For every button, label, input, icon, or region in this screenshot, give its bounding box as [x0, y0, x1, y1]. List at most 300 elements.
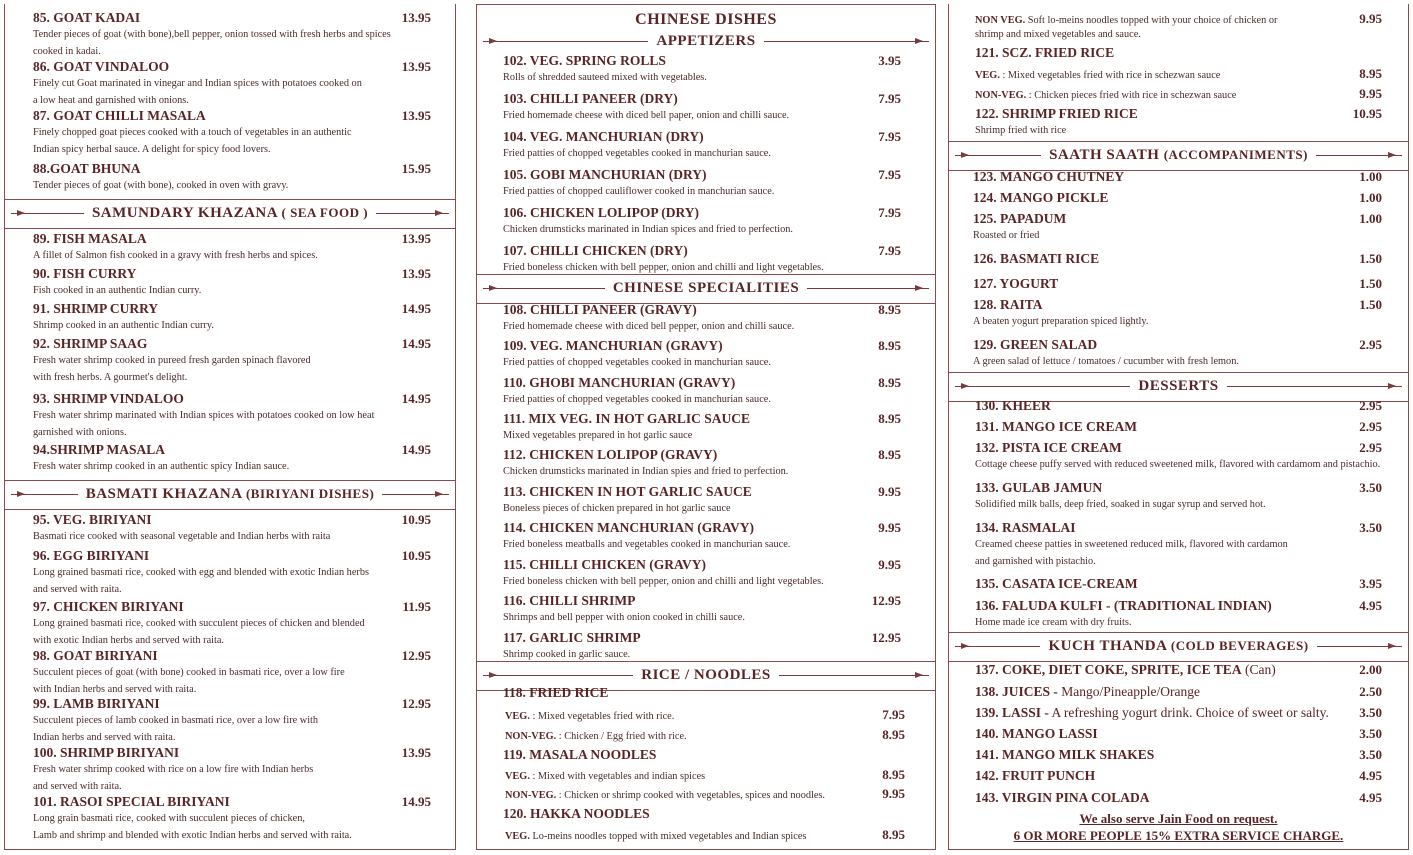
item-description: Tender pieces of goat (with bone),bell pepper, onion tossed with fresh herbs and spices — [33, 29, 391, 40]
beverage-item — [975, 747, 1382, 763]
item-price: 4.95 — [1359, 790, 1382, 805]
item-name: 142. FRUIT PUNCH — [975, 768, 1096, 783]
item-119-nonveg-label: NON-VEG. — [505, 790, 557, 801]
ornament-right-icon — [382, 494, 449, 495]
menu-item — [975, 106, 1382, 139]
item-description: garnished with onions. — [33, 427, 127, 438]
item-price: 7.95 — [878, 205, 901, 220]
item-name: 130. KHEER — [975, 398, 1051, 413]
item-description: Finely chopped goat pieces cooked with a touch of vegetables in an authentic — [33, 127, 352, 138]
menu-item-header — [503, 243, 901, 259]
section-rice-title-text: RICE / NOODLES — [641, 667, 771, 683]
menu-item — [973, 169, 1382, 185]
menu-item-header — [975, 480, 1382, 496]
item-price: 14.95 — [401, 336, 431, 351]
menu-item-header — [503, 520, 901, 536]
menu-item-header — [503, 91, 901, 107]
item-name: 94.SHRIMP MASALA — [33, 442, 166, 457]
menu-item — [503, 375, 901, 408]
item-price: 15.95 — [401, 161, 431, 176]
item-price: 1.50 — [1359, 297, 1382, 312]
item-price: 14.95 — [401, 794, 431, 809]
item-119-nonveg-desc: : Chicken or shrimp cooked with vegetables, spices and noodles. — [556, 790, 826, 801]
menu-item — [973, 337, 1382, 370]
menu-item — [973, 276, 1382, 292]
item-description: Mixed vegetables prepared in hot garlic sauce — [503, 430, 693, 441]
item-name: 111. MIX VEG. IN HOT GARLIC SAUCE — [503, 411, 751, 426]
section-biriyani — [11, 485, 449, 503]
menu-item — [973, 190, 1382, 206]
item-description: Chicken drumsticks marinated in Indian spices and fried to perfection. — [503, 224, 793, 235]
item-price: 3.50 — [1359, 726, 1382, 741]
menu-item-header — [33, 745, 431, 761]
item-description: Fried boneless chicken with bell pepper, onion and chilli and light vegetables. — [503, 262, 824, 273]
menu-item-header — [33, 301, 431, 317]
ornament-left-icon — [483, 41, 648, 42]
item-description: Long grain basmati rice, cooked with succulent pieces of chicken, — [33, 813, 305, 824]
menu-item-header — [503, 593, 901, 609]
item-price: 7.95 — [878, 91, 901, 106]
item-price: 1.50 — [1359, 251, 1382, 266]
menu-item — [33, 161, 431, 194]
section-desserts-title — [1130, 377, 1226, 395]
item-name: 135. CASATA ICE-CREAM — [975, 576, 1138, 591]
section-kuch-title-text: KUCH THANDA — [1048, 638, 1167, 654]
section-biriyani-title-text: BASMATI KHAZANA — [85, 486, 242, 502]
item-name: 137. COKE, DIET COKE, SPRITE, ICE TEA — [975, 662, 1242, 677]
item-description: Fried homemade cheese with diced bell pepper, onion and chilli sauce. — [503, 321, 795, 332]
beverage-name-wrap — [975, 705, 1329, 721]
item-price: 8.95 — [1359, 66, 1382, 81]
item-price: 3.50 — [1359, 705, 1382, 720]
menu-panel-middle — [476, 4, 936, 850]
item-name: 102. VEG. SPRING ROLLS — [503, 53, 666, 68]
item-description: A green salad of lettuce / tomatoes / cucumber with fresh lemon. — [973, 356, 1239, 367]
item-price: 2.95 — [1359, 440, 1382, 455]
item-price: 13.95 — [401, 108, 431, 123]
menu-item-header — [973, 297, 1382, 313]
item-price: 9.95 — [878, 557, 901, 572]
menu-item-header — [33, 548, 431, 564]
item-name: 141. MANGO MILK SHAKES — [975, 747, 1155, 762]
item-price: 2.50 — [1359, 684, 1382, 699]
menu-item — [33, 108, 431, 158]
item-price: 9.95 — [882, 786, 905, 801]
ornament-right-icon — [1317, 646, 1402, 647]
section-saath-title-text: SAATH SAATH — [1049, 147, 1160, 163]
item-name: 143. VIRGIN PINA COLADA — [975, 790, 1150, 805]
section-desserts-title-text: DESSERTS — [1138, 378, 1219, 394]
menu-item — [33, 442, 431, 475]
menu-item-header — [503, 167, 901, 183]
footer-service-charge: 6 OR MORE PEOPLE 15% EXTRA SERVICE CHARGE. — [1013, 828, 1344, 843]
item-price: 7.95 — [878, 129, 901, 144]
item-name: 89. FISH MASALA — [33, 231, 147, 246]
menu-item-header — [33, 336, 431, 352]
item-name: 136. FALUDA KULFI - (TRADITIONAL INDIAN) — [975, 598, 1272, 613]
item-121 — [975, 45, 1388, 61]
ornament-left-icon — [483, 288, 605, 289]
menu-panel-left — [4, 4, 456, 850]
menu-item — [503, 167, 901, 200]
menu-item-header — [503, 205, 901, 221]
beverage-item — [975, 705, 1382, 721]
item-description: Lamb and shrimp and blended with exotic Indian herbs and served with raita. — [33, 830, 352, 841]
item-price: 12.95 — [871, 593, 901, 608]
item-119-nonveg-text — [505, 788, 825, 803]
item-name: 140. MANGO LASSI — [975, 726, 1098, 741]
item-description: Fried boneless meatballs and vegetables cooked in manchurian sauce. — [503, 539, 791, 550]
item-120-veg-desc: Lo-meins noodles topped with mixed vegetables and Indian spices — [529, 831, 807, 842]
ornament-right-icon — [764, 41, 929, 42]
ornament-left-icon — [955, 646, 1040, 647]
menu-item — [503, 484, 901, 517]
item-name: 131. MANGO ICE CREAM — [975, 419, 1137, 434]
item-118-label: 118. FRIED RICE — [503, 685, 609, 700]
menu-item — [33, 301, 431, 334]
item-name: 101. RASOI SPECIAL BIRIYANI — [33, 794, 230, 809]
item-120-veg-label: VEG. — [505, 831, 530, 842]
item-119-veg — [505, 767, 905, 784]
menu-item — [503, 447, 901, 480]
menu-item — [973, 297, 1382, 330]
item-price: 8.95 — [882, 727, 905, 742]
item-description: Fried boneless chicken with bell pepper, onion and chilli and light vegetables. — [503, 576, 824, 587]
section-kuch-title — [1040, 637, 1316, 655]
menu-item-header — [503, 484, 901, 500]
menu-item-header — [33, 59, 431, 75]
section-saath-title — [1041, 146, 1316, 164]
item-name: 103. CHILLI PANEER (DRY) — [503, 91, 678, 106]
item-description: with exotic Indian herbs and served with raita. — [33, 635, 225, 646]
item-description: Home made ice cream with dry fruits. — [975, 617, 1132, 628]
menu-item — [973, 211, 1382, 244]
item-name: 96. EGG BIRIYANI — [33, 548, 150, 563]
item-name: 122. SHRIMP FRIED RICE — [975, 106, 1138, 121]
section-seafood — [11, 204, 449, 222]
item-119-nonveg — [505, 786, 905, 803]
item-price: 2.95 — [1359, 419, 1382, 434]
item-description: Basmati rice cooked with seasonal vegetable and Indian herbs with raita — [33, 531, 331, 542]
item-description: Fresh water shrimp cooked with rice on a low fire with Indian herbs — [33, 764, 314, 775]
section-seafood-title — [84, 204, 376, 222]
item-118-veg-desc: : Mixed vegetables fried with rice. — [529, 711, 675, 722]
section-kuch — [955, 637, 1402, 655]
beverage-item — [975, 790, 1382, 806]
item-description: and garnished with pistachio. — [975, 556, 1096, 567]
item-price: 3.50 — [1359, 480, 1382, 495]
item-name: 100. SHRIMP BIRIYANI — [33, 745, 180, 760]
item-description: Shrimp fried with rice — [975, 125, 1067, 136]
item-description: Succulent pieces of lamb cooked in basmati rice, over a low fire with — [33, 715, 319, 726]
menu-item-header — [33, 108, 431, 124]
menu-item — [33, 512, 431, 545]
item-121-label: 121. SCZ. FRIED RICE — [975, 45, 1115, 60]
menu-item — [503, 338, 901, 371]
item-name: 128. RAITA — [973, 297, 1043, 312]
item-name: 116. CHILLI SHRIMP — [503, 593, 636, 608]
item-price: 9.95 — [878, 520, 901, 535]
menu-item — [503, 557, 901, 590]
menu-item — [503, 302, 901, 335]
beverage-item — [975, 726, 1382, 742]
menu-item — [33, 231, 431, 264]
item-price: 13.95 — [401, 266, 431, 281]
item-118 — [503, 685, 915, 701]
item-120-nonveg-text — [975, 13, 1277, 28]
item-description: A fillet of Salmon fish cooked in a gravy with fresh herbs and spices. — [33, 250, 318, 261]
item-121-nonveg-label: NON-VEG. — [975, 90, 1027, 101]
item-description: Succulent pieces of goat (with bone) cooked in basmati rice, over a low fire — [33, 667, 345, 678]
section-specialities-title-text: CHINESE SPECIALITIES — [612, 280, 800, 296]
menu-item — [503, 593, 901, 626]
item-extra: (Can) — [1241, 662, 1276, 677]
item-description: Shrimp cooked in an authentic Indian curry. — [33, 320, 214, 331]
menu-item — [33, 548, 431, 598]
beverage-name-wrap — [975, 790, 1150, 806]
menu-item-header — [503, 129, 901, 145]
item-description: Fried patties of chopped vegetables cooked in manchurian sauce. — [503, 394, 771, 405]
item-price: 8.95 — [878, 447, 901, 462]
item-price: 8.95 — [878, 411, 901, 426]
item-121-veg-text — [975, 68, 1220, 83]
menu-item-header — [503, 375, 901, 391]
menu-item — [33, 794, 431, 844]
item-120-nonveg-desc: Soft lo-meins noodles topped with your choice of chicken or — [1025, 15, 1278, 26]
menu-panel-right — [948, 4, 1409, 850]
menu-item-header — [33, 794, 431, 810]
ornament-left-icon — [955, 386, 1130, 387]
menu-item-header — [33, 231, 431, 247]
item-name: 113. CHICKEN IN HOT GARLIC SAUCE — [503, 484, 752, 499]
item-price: 14.95 — [401, 391, 431, 406]
menu-item — [33, 266, 431, 299]
item-name: 108. CHILLI PANEER (GRAVY) — [503, 302, 697, 317]
item-description: Long grained basmati rice, cooked with succulent pieces of chicken and blended — [33, 618, 365, 629]
item-119-veg-label: VEG. — [505, 771, 530, 782]
item-name: 126. BASMATI RICE — [973, 251, 1100, 266]
item-118-veg — [505, 707, 905, 724]
beverage-name-wrap — [975, 684, 1200, 700]
menu-item-header — [33, 599, 431, 615]
beverage-name-wrap — [975, 662, 1276, 678]
section-kuch-subtitle: (COLD BEVERAGES) — [1170, 638, 1309, 653]
item-name: 107. CHILLI CHICKEN (DRY) — [503, 243, 688, 258]
item-description: Chicken drumsticks marinated in Indian spies and fried to perfection. — [503, 466, 789, 477]
item-description: and served with raita. — [33, 781, 122, 792]
menu-item — [503, 129, 901, 162]
menu-item-header — [973, 211, 1382, 227]
footer-jain-note: We also serve Jain Food on request. — [1079, 811, 1278, 826]
item-price: 13.95 — [401, 10, 431, 25]
item-120-nonveg-label: NON VEG. — [975, 15, 1026, 26]
section-saath-subtitle: (ACCOMPANIMENTS) — [1163, 147, 1308, 162]
menu-item — [975, 398, 1382, 414]
menu-item-header — [973, 169, 1382, 185]
menu-item — [975, 598, 1382, 631]
item-price: 10.95 — [1352, 106, 1382, 121]
item-name: 132. PISTA ICE CREAM — [975, 440, 1122, 455]
item-price: 12.95 — [401, 696, 431, 711]
item-name: 123. MANGO CHUTNEY — [973, 169, 1125, 184]
item-name: 134. RASMALAI — [975, 520, 1076, 535]
item-120 — [503, 806, 915, 822]
menu-item-header — [33, 161, 431, 177]
item-name: 124. MANGO PICKLE — [973, 190, 1109, 205]
item-name: 88.GOAT BHUNA — [33, 161, 141, 176]
menu-item-header — [33, 10, 431, 26]
section-rice-title — [633, 666, 779, 684]
menu-item-header — [975, 419, 1382, 435]
section-saath — [955, 146, 1402, 164]
section-rice — [483, 666, 929, 684]
item-name: 90. FISH CURRY — [33, 266, 137, 281]
item-price: 8.95 — [882, 827, 905, 842]
item-name: 109. VEG. MANCHURIAN (GRAVY) — [503, 338, 723, 353]
item-description: Tender pieces of goat (with bone), cooked in oven with gravy. — [33, 180, 289, 191]
ornament-left-icon — [11, 213, 84, 214]
ornament-right-icon — [807, 288, 929, 289]
menu-item-header — [975, 520, 1382, 536]
item-121-veg — [975, 66, 1382, 83]
item-name: 110. GHOBI MANCHURIAN (GRAVY) — [503, 375, 736, 390]
menu-item-header — [503, 557, 901, 573]
item-price: 13.95 — [401, 231, 431, 246]
item-description: a low heat and garnished with onions. — [33, 95, 189, 106]
item-price: 8.95 — [878, 338, 901, 353]
menu-item — [33, 599, 431, 649]
item-name: 93. SHRIMP VINDALOO — [33, 391, 184, 406]
item-description: Shrimp cooked in garlic sauce. — [503, 649, 631, 660]
item-price: 2.95 — [1359, 337, 1382, 352]
menu-item — [975, 440, 1382, 473]
section-specialities-title — [605, 279, 807, 297]
item-118-nonveg-label: NON-VEG. — [505, 731, 557, 742]
menu-item — [503, 630, 901, 663]
item-118-nonveg-desc: : Chicken / Egg fried with rice. — [556, 731, 687, 742]
menu-item — [975, 520, 1382, 570]
menu-item-header — [975, 106, 1382, 122]
item-120-veg — [505, 827, 905, 844]
item-description: A beaten yogurt preparation spiced lightly. — [973, 316, 1149, 327]
menu-item — [33, 696, 431, 746]
beverage-name-wrap — [975, 768, 1095, 784]
menu-item-header — [503, 338, 901, 354]
menu-item-header — [33, 512, 431, 528]
menu-item-header — [973, 190, 1382, 206]
item-price: 9.95 — [1359, 11, 1382, 26]
item-price: 1.00 — [1359, 211, 1382, 226]
item-description: Boneless pieces of chicken prepared in hot garlic sauce — [503, 503, 731, 514]
item-name: 86. GOAT VINDALOO — [33, 59, 170, 74]
item-description: Indian herbs and served with raita. — [33, 732, 176, 743]
item-description: with Indian herbs and served with raita. — [33, 684, 197, 695]
menu-item-header — [975, 398, 1382, 414]
menu-item-header — [503, 447, 901, 463]
item-119-label: 119. MASALA NOODLES — [503, 747, 657, 762]
section-biriyani-subtitle: (BIRIYANI DISHES) — [245, 486, 375, 501]
menu-item — [503, 411, 901, 444]
menu-item-header — [503, 302, 901, 318]
item-price: 1.00 — [1359, 169, 1382, 184]
item-name: 127. YOGURT — [973, 276, 1059, 291]
item-price: 9.95 — [1359, 86, 1382, 101]
item-name: 104. VEG. MANCHURIAN (DRY) — [503, 129, 704, 144]
item-price: 3.50 — [1359, 747, 1382, 762]
ornament-right-icon — [779, 675, 929, 676]
item-description: Long grained basmati rice, cooked with egg and blended with exotic Indian herbs — [33, 567, 369, 578]
item-119-veg-text — [505, 769, 705, 784]
ornament-left-icon — [483, 675, 633, 676]
item-119 — [503, 747, 915, 763]
item-name: 133. GULAB JAMUN — [975, 480, 1103, 495]
item-description: Fried patties of chopped vegetables cooked in manchurian sauce. — [503, 148, 771, 159]
item-name: 117. GARLIC SHRIMP — [503, 630, 641, 645]
menu-item — [503, 53, 901, 86]
item-name: 105. GOBI MANCHURIAN (DRY) — [503, 167, 707, 182]
item-120-nonveg — [975, 11, 1382, 28]
item-description: Fried homemade cheese with diced bell paper, onion and chilli sauce. — [503, 110, 790, 121]
menu-item-header — [975, 598, 1382, 614]
item-description: Roasted or fried — [973, 230, 1040, 241]
item-description: Fresh water shrimp cooked in pureed fresh garden spinach flavored — [33, 355, 311, 366]
menu-item — [503, 520, 901, 553]
menu-item-header — [33, 391, 431, 407]
beverage-item — [975, 662, 1382, 678]
menu-item-header — [975, 440, 1382, 456]
item-name: 112. CHICKEN LOLIPOP (GRAVY) — [503, 447, 718, 462]
item-name: 91. SHRIMP CURRY — [33, 301, 159, 316]
item-119-veg-desc: : Mixed with vegetables and indian spices — [529, 771, 706, 782]
item-name: 114. CHICKEN MANCHURIAN (GRAVY) — [503, 520, 755, 535]
menu-item — [503, 243, 901, 276]
menu-item-header — [503, 630, 901, 646]
menu-item — [975, 480, 1382, 513]
section-desserts — [955, 377, 1402, 395]
menu-item — [33, 10, 431, 60]
item-price: 7.95 — [878, 167, 901, 182]
item-extra: Mango/Pineapple/Orange — [1057, 684, 1200, 699]
item-price: 13.95 — [401, 745, 431, 760]
item-price: 7.95 — [878, 243, 901, 258]
item-description: Fresh water shrimp cooked in an authentic spicy Indian sauce. — [33, 461, 290, 472]
item-price: 3.95 — [878, 53, 901, 68]
item-name: 139. LASSI - — [975, 705, 1049, 720]
item-120-nonveg-desc-line2: shrimp and mixed vegetables and sauce. — [975, 29, 1141, 40]
chinese-dishes-header — [477, 11, 935, 29]
item-price: 12.95 — [401, 648, 431, 663]
item-price: 1.50 — [1359, 276, 1382, 291]
item-description: and served with raita. — [33, 584, 122, 595]
menu-item — [33, 391, 431, 441]
item-118-nonveg-text — [505, 729, 687, 744]
item-price: 1.00 — [1359, 190, 1382, 205]
item-description: Fresh water shrimp marinated with Indian spices with potatoes cooked on low heat — [33, 410, 375, 421]
beverage-name-wrap — [975, 726, 1098, 742]
item-description: Fried patties of chopped vegetables cooked in manchurian sauce. — [503, 357, 771, 368]
item-description: Fish cooked in an authentic Indian curry. — [33, 285, 202, 296]
ornament-left-icon — [11, 494, 78, 495]
beverage-name-wrap — [975, 747, 1154, 763]
menu-item — [33, 59, 431, 109]
item-121-veg-desc: : Mixed vegetables fried with rice in schezwan sauce — [999, 70, 1221, 81]
item-name: 106. CHICKEN LOLIPOP (DRY) — [503, 205, 700, 220]
item-name: 138. JUICES - — [975, 684, 1058, 699]
menu-item-header — [33, 648, 431, 664]
item-description: Solidified milk balls, deep fried, soaked in sugar syrup and served hot. — [975, 499, 1266, 510]
menu-item-header — [973, 276, 1382, 292]
item-price: 4.95 — [1359, 768, 1382, 783]
